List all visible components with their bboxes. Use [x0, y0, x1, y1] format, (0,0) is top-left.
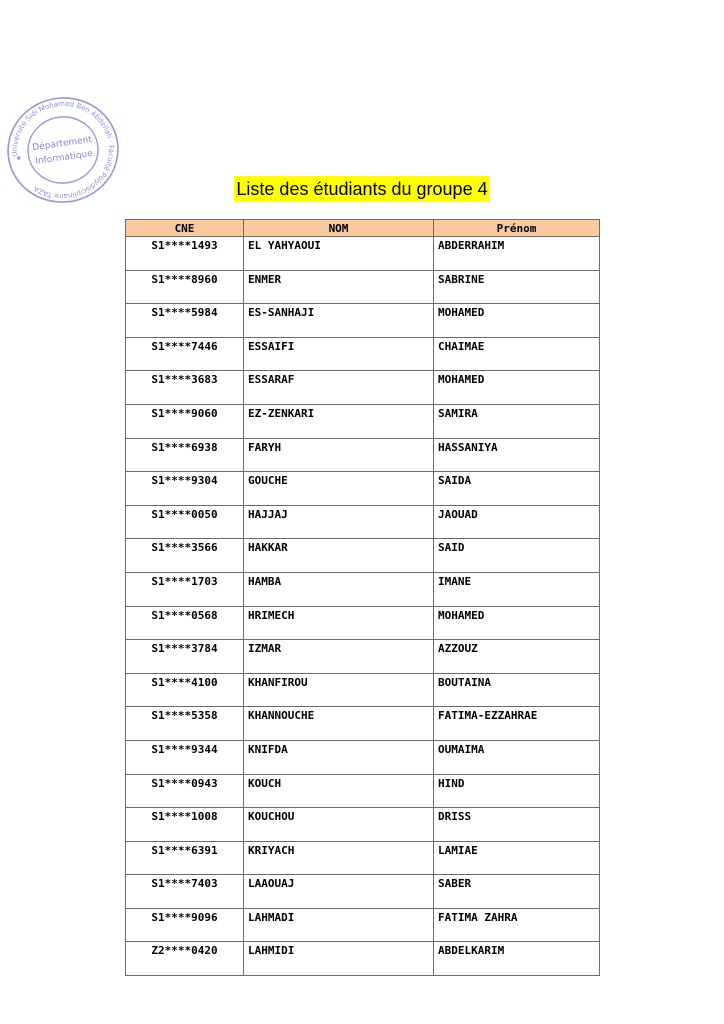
- table-row: [126, 404, 600, 438]
- cell-cne: Z2****0420: [126, 942, 244, 976]
- cell-nom: GOUCHE: [244, 472, 434, 506]
- cell-prenom: SABER: [434, 875, 600, 909]
- cell-nom: IZMAR: [244, 640, 434, 674]
- cell-cne: S1****0943: [126, 774, 244, 808]
- cell-nom: ESSAIFI: [244, 337, 434, 371]
- cell-nom: KHANFIROU: [244, 673, 434, 707]
- cell-prenom: SAIDA: [434, 472, 600, 506]
- cell-cne: S1****1703: [126, 572, 244, 606]
- table-row: [126, 505, 600, 539]
- cell-cne: S1****7403: [126, 875, 244, 909]
- cell-nom: HAJJAJ: [244, 505, 434, 539]
- cell-cne: S1****8960: [126, 270, 244, 304]
- table-row: [126, 304, 600, 338]
- header-cne: CNE: [126, 220, 244, 237]
- cell-prenom: CHAIMAE: [434, 337, 600, 371]
- cell-cne: S1****9060: [126, 404, 244, 438]
- stamp-star-icon: ★: [15, 153, 23, 163]
- cell-prenom: BOUTAINA: [434, 673, 600, 707]
- cell-prenom: AZZOUZ: [434, 640, 600, 674]
- table-row: [126, 841, 600, 875]
- cell-nom: KRIYACH: [244, 841, 434, 875]
- table-row: [126, 908, 600, 942]
- table-row: [126, 606, 600, 640]
- cell-nom: KHANNOUCHE: [244, 707, 434, 741]
- cell-nom: HAKKAR: [244, 539, 434, 573]
- cell-prenom: IMANE: [434, 572, 600, 606]
- page-title: Liste des étudiants du groupe 4: [234, 176, 489, 202]
- cell-cne: S1****7446: [126, 337, 244, 371]
- cell-cne: S1****3784: [126, 640, 244, 674]
- cell-cne: S1****9304: [126, 472, 244, 506]
- cell-prenom: MOHAMED: [434, 304, 600, 338]
- cell-nom: HAMBA: [244, 572, 434, 606]
- cell-nom: ES-SANHAJI: [244, 304, 434, 338]
- cell-cne: S1****5984: [126, 304, 244, 338]
- cell-cne: S1****9096: [126, 908, 244, 942]
- cell-nom: ESSARAF: [244, 371, 434, 405]
- table-row: [126, 774, 600, 808]
- cell-cne: S1****1008: [126, 808, 244, 842]
- table-row: [126, 539, 600, 573]
- cell-prenom: OUMAIMA: [434, 740, 600, 774]
- cell-prenom: ABDELKARIM: [434, 942, 600, 976]
- cell-nom: ENMER: [244, 270, 434, 304]
- cell-prenom: DRISS: [434, 808, 600, 842]
- table-row: [126, 237, 600, 271]
- cell-prenom: SABRINE: [434, 270, 600, 304]
- cell-prenom: FATIMA ZAHRA: [434, 908, 600, 942]
- cell-prenom: LAMIAE: [434, 841, 600, 875]
- table-row: [126, 740, 600, 774]
- cell-cne: S1****6938: [126, 438, 244, 472]
- table-row: [126, 472, 600, 506]
- header-nom: NOM: [244, 220, 434, 237]
- cell-nom: LAHMIDI: [244, 942, 434, 976]
- cell-cne: S1****6391: [126, 841, 244, 875]
- table-row: [126, 942, 600, 976]
- stamp-line-2: Informatique: [34, 148, 94, 167]
- students-table: [125, 219, 600, 976]
- cell-prenom: SAID: [434, 539, 600, 573]
- cell-nom: LAAOUAJ: [244, 875, 434, 909]
- cell-cne: S1****5358: [126, 707, 244, 741]
- cell-nom: HRIMECH: [244, 606, 434, 640]
- cell-prenom: MOHAMED: [434, 371, 600, 405]
- table-row: [126, 808, 600, 842]
- cell-prenom: JAOUAD: [434, 505, 600, 539]
- cell-nom: EL YAHYAOUI: [244, 237, 434, 271]
- cell-nom: FARYH: [244, 438, 434, 472]
- table-header-row: [126, 220, 600, 237]
- table-row: [126, 707, 600, 741]
- cell-nom: KOUCH: [244, 774, 434, 808]
- cell-prenom: HIND: [434, 774, 600, 808]
- cell-nom: LAHMADI: [244, 908, 434, 942]
- cell-nom: EZ-ZENKARI: [244, 404, 434, 438]
- table-row: [126, 270, 600, 304]
- cell-prenom: ABDERRAHIM: [434, 237, 600, 271]
- table-row: [126, 337, 600, 371]
- cell-nom: KNIFDA: [244, 740, 434, 774]
- cell-cne: S1****4100: [126, 673, 244, 707]
- stamp-outer-text: Université Sidi Mohamed Ben Abdellah · Faculté Polydisciplinaire TAZA: [10, 99, 116, 201]
- cell-cne: S1****3683: [126, 371, 244, 405]
- table-row: [126, 371, 600, 405]
- stamp-line-1: Département: [31, 134, 93, 154]
- table-row: [126, 673, 600, 707]
- cell-cne: S1****1493: [126, 237, 244, 271]
- table-row: [126, 875, 600, 909]
- title-container: [0, 176, 724, 202]
- cell-prenom: MOHAMED: [434, 606, 600, 640]
- header-prenom: Prénom: [434, 220, 600, 237]
- cell-cne: S1****0568: [126, 606, 244, 640]
- cell-prenom: FATIMA-EZZAHRAE: [434, 707, 600, 741]
- cell-nom: KOUCHOU: [244, 808, 434, 842]
- table-row: [126, 572, 600, 606]
- cell-prenom: SAMIRA: [434, 404, 600, 438]
- table-row: [126, 640, 600, 674]
- cell-prenom: HASSANIYA: [434, 438, 600, 472]
- table-row: [126, 438, 600, 472]
- cell-cne: S1****3566: [126, 539, 244, 573]
- cell-cne: S1****9344: [126, 740, 244, 774]
- cell-cne: S1****0050: [126, 505, 244, 539]
